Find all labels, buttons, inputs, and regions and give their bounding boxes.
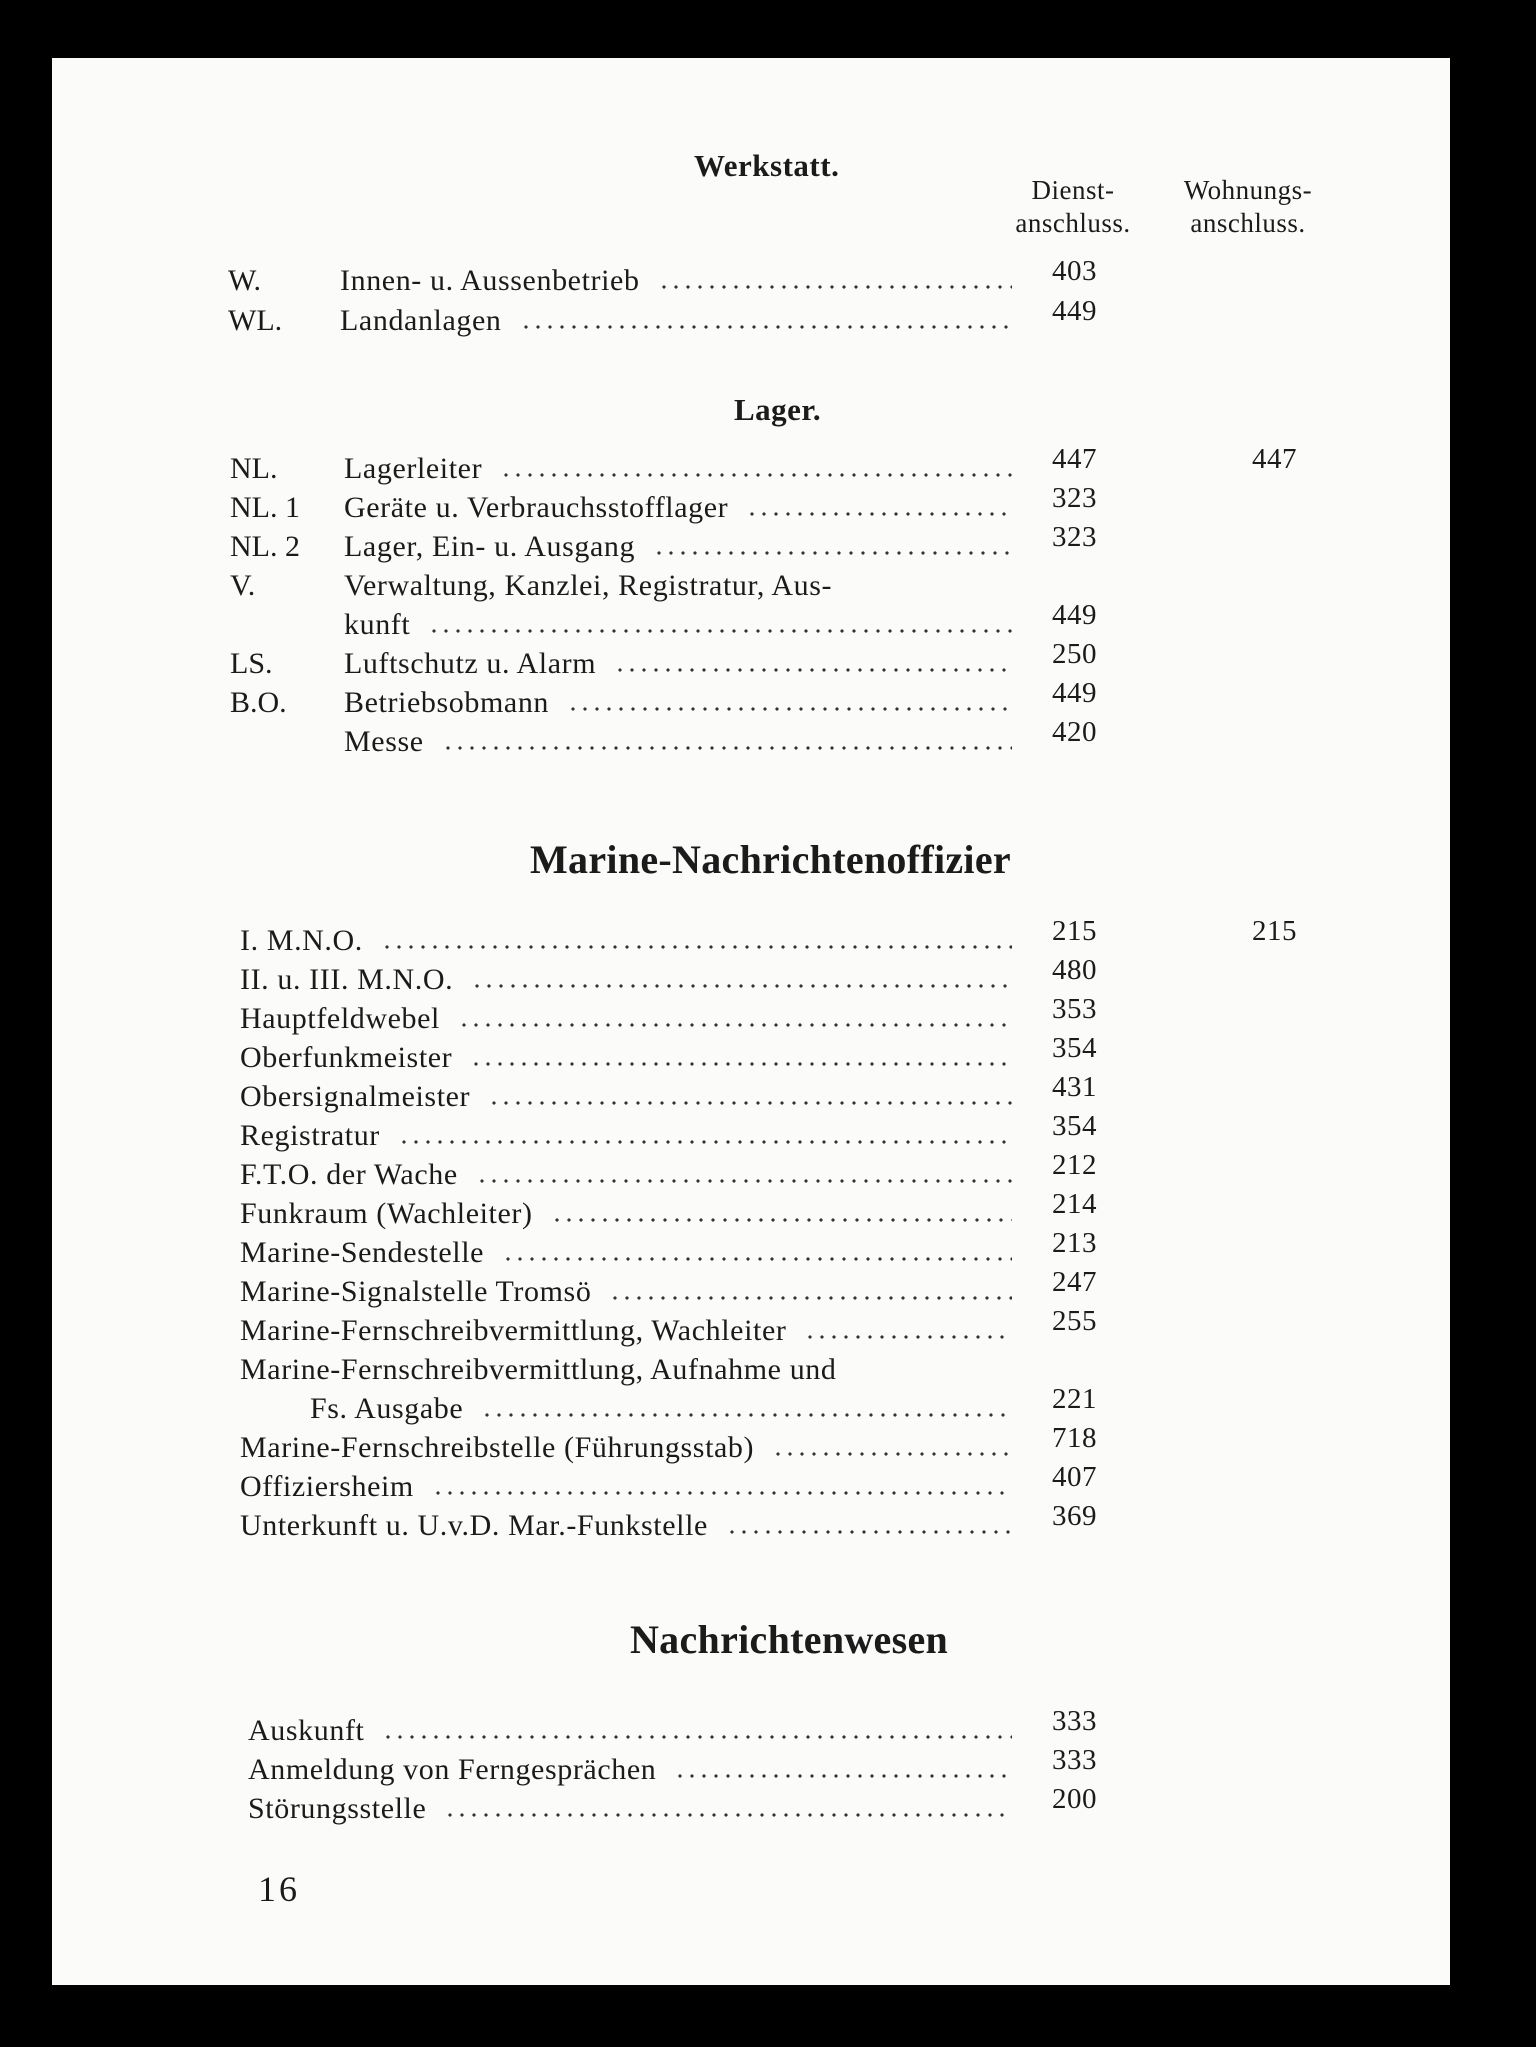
entry-row: [230, 529, 1012, 565]
dienst-number: 213: [1052, 1227, 1097, 1259]
entry-row: [240, 1430, 1012, 1466]
entry-label: Unterkunft u. U.v.D. Mar.-Funkstelle: [240, 1509, 708, 1542]
entry-label: F.T.O. der Wache: [240, 1158, 458, 1191]
wohnung-number: 215: [1252, 915, 1297, 947]
entry-label: Landanlagen: [340, 304, 502, 337]
entry-label: Lagerleiter: [344, 452, 483, 485]
entry-abbreviation: B.O.: [230, 686, 287, 719]
section-title-marine-nachrichtenoffizier: Marine-Nachrichtenoffizier: [530, 837, 1011, 882]
entry-row: [248, 1791, 1012, 1827]
dienst-number: 449: [1052, 677, 1097, 709]
dienst-number: 431: [1052, 1071, 1097, 1103]
entry-row: [230, 451, 1012, 487]
dienst-number: 354: [1052, 1032, 1097, 1064]
entry-row: [240, 1040, 1012, 1076]
entry-label: Marine-Signalstelle Tromsö: [240, 1275, 592, 1308]
dot-leader: [804, 1335, 1012, 1339]
dot-leader: [746, 512, 1012, 516]
entry-row: [230, 607, 1012, 643]
dot-leader: [432, 1491, 1012, 1495]
entry-row: [240, 962, 1012, 998]
dot-leader: [470, 1062, 1012, 1066]
entry-label: Luftschutz u. Alarm: [344, 647, 597, 680]
entry-label: Verwaltung, Kanzlei, Registratur, Aus-: [344, 569, 833, 602]
dot-leader: [428, 629, 1012, 633]
dienst-number: 323: [1052, 482, 1097, 514]
dienst-number: 480: [1052, 954, 1097, 986]
entry-row: [240, 1469, 1012, 1505]
entry-row: [240, 1079, 1012, 1115]
page-number: 16: [258, 1869, 300, 1909]
section-title-lager: Lager.: [734, 392, 822, 427]
dienst-number: 333: [1052, 1744, 1097, 1776]
scan-speck: [116, 1010, 142, 1038]
dot-leader: [658, 285, 1012, 289]
entry-label: Oberfunkmeister: [240, 1041, 453, 1074]
dot-leader: [726, 1530, 1012, 1534]
dienst-number: 212: [1052, 1149, 1097, 1181]
entry-label: Hauptfeldwebel: [240, 1002, 440, 1035]
entry-label: Marine-Fernschreibstelle (Führungsstab): [240, 1431, 755, 1464]
section-title-werkstatt: Werkstatt.: [694, 148, 840, 183]
entry-row: [240, 923, 1012, 959]
entry-abbreviation: NL. 2: [230, 530, 300, 563]
entry-label: kunft: [344, 608, 411, 641]
dot-leader: [502, 1257, 1012, 1261]
dienst-number: 354: [1052, 1110, 1097, 1142]
dienst-number: 323: [1052, 521, 1097, 553]
entry-label: Marine-Fernschreibvermittlung, Aufnahme und: [240, 1353, 837, 1386]
entry-abbreviation: V.: [230, 569, 256, 602]
entry-row: [240, 1001, 1012, 1037]
dot-leader: [500, 473, 1012, 477]
column-header-wohnung: Wohnungs- anschluss.: [1183, 175, 1313, 238]
entry-row: [240, 1391, 1012, 1427]
scan-speck: [142, 1588, 164, 1592]
entry-label: I. M.N.O.: [240, 924, 363, 957]
entry-row: [230, 685, 1012, 721]
dienst-number: 369: [1052, 1500, 1097, 1532]
entry-abbreviation: NL. 1: [230, 491, 300, 524]
dot-leader: [614, 668, 1012, 672]
dot-leader: [398, 1140, 1012, 1144]
dienst-number: 333: [1052, 1705, 1097, 1737]
entry-label: Anmeldung von Ferngesprächen: [248, 1753, 657, 1786]
entry-label: Obersignalmeister: [240, 1080, 471, 1113]
entry-row: [230, 490, 1012, 526]
entry-label: Betriebsobmann: [344, 686, 550, 719]
section-title-nachrichtenwesen: Nachrichtenwesen: [630, 1617, 949, 1662]
document-page: [52, 58, 1450, 1985]
entry-label: Fs. Ausgabe: [310, 1392, 464, 1425]
entry-label: Funkraum (Wachleiter): [240, 1197, 533, 1230]
entry-label: Marine-Sendestelle: [240, 1236, 485, 1269]
dienst-number: 250: [1052, 638, 1097, 670]
entry-label: Marine-Fernschreibvermittlung, Wachleiter: [240, 1314, 787, 1347]
dienst-number: 221: [1052, 1383, 1097, 1415]
entry-row: [248, 1752, 1012, 1788]
dot-leader: [567, 707, 1012, 711]
dot-leader: [381, 945, 1012, 949]
dienst-number: 215: [1052, 915, 1097, 947]
dienst-number: 407: [1052, 1461, 1097, 1493]
dot-leader: [653, 551, 1012, 555]
entry-abbreviation: WL.: [228, 304, 283, 337]
entry-row: [240, 1274, 1012, 1310]
entry-row: [228, 263, 1012, 299]
entry-row: [230, 724, 1012, 760]
dienst-number: 447: [1052, 443, 1097, 475]
entry-row: [240, 1313, 1012, 1349]
entry-row: [240, 1157, 1012, 1193]
dienst-number: 449: [1052, 295, 1097, 327]
entry-label: II. u. III. M.N.O.: [240, 963, 454, 996]
dienst-number: 353: [1052, 993, 1097, 1025]
entry-row: [240, 1235, 1012, 1271]
dot-leader: [772, 1452, 1012, 1456]
dienst-number: 449: [1052, 599, 1097, 631]
dienst-number: 214: [1052, 1188, 1097, 1220]
dot-leader: [520, 325, 1012, 329]
dot-leader: [471, 984, 1012, 988]
entry-row: [230, 568, 1012, 604]
dienst-number: 718: [1052, 1422, 1097, 1454]
scan-speck: [150, 1320, 156, 1348]
entry-row: [230, 646, 1012, 682]
dot-leader: [476, 1179, 1012, 1183]
entry-label: Messe: [344, 725, 424, 758]
entry-label: Innen- u. Aussenbetrieb: [340, 264, 640, 297]
dot-leader: [444, 1813, 1012, 1817]
entry-label: Geräte u. Verbrauchsstofflager: [344, 491, 729, 524]
entry-row: [240, 1118, 1012, 1154]
entry-label: Auskunft: [248, 1714, 365, 1747]
dot-leader: [481, 1413, 1012, 1417]
dienst-number: 200: [1052, 1783, 1097, 1815]
entry-label: Störungsstelle: [248, 1792, 427, 1825]
entry-label: Offiziersheim: [240, 1470, 414, 1503]
dot-leader: [442, 746, 1012, 750]
dienst-number: 420: [1052, 716, 1097, 748]
dienst-number: 247: [1052, 1266, 1097, 1298]
entry-abbreviation: LS.: [230, 647, 273, 680]
dot-leader: [609, 1296, 1012, 1300]
entry-label: Registratur: [240, 1119, 380, 1152]
dot-leader: [458, 1023, 1012, 1027]
dot-leader: [674, 1774, 1012, 1778]
dienst-number: 403: [1052, 255, 1097, 287]
wohnung-number: 447: [1252, 443, 1297, 475]
dienst-number: 255: [1052, 1305, 1097, 1337]
entry-row: [228, 303, 1012, 339]
entry-row: [248, 1713, 1012, 1749]
dot-leader: [382, 1735, 1012, 1739]
entry-row: [240, 1508, 1012, 1544]
dot-leader: [488, 1101, 1012, 1105]
entry-abbreviation: NL.: [230, 452, 278, 485]
entry-row: [240, 1196, 1012, 1232]
dot-leader: [551, 1218, 1012, 1222]
entry-row: [240, 1352, 1012, 1388]
scan-speck: [158, 122, 162, 126]
entry-label: Lager, Ein- u. Ausgang: [344, 530, 636, 563]
entry-abbreviation: W.: [228, 264, 262, 297]
column-header-dienst: Dienst- anschluss.: [1015, 175, 1131, 238]
